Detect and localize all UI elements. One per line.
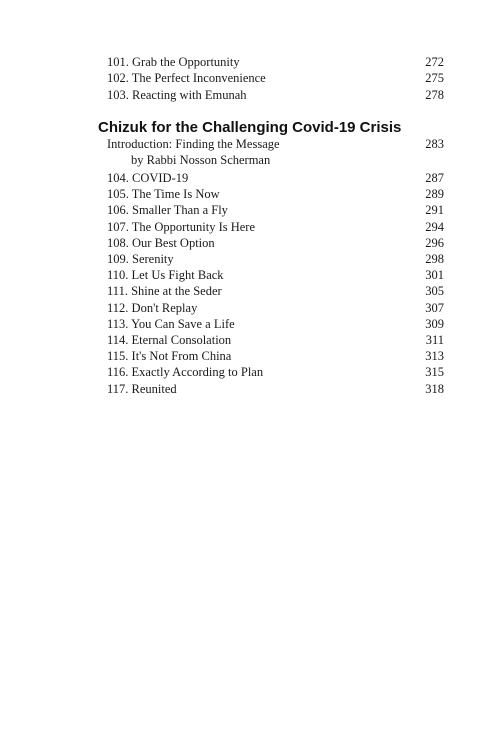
toc-entry-page: 298 xyxy=(425,252,444,266)
toc-entry-page: 272 xyxy=(425,55,444,69)
toc-entry-byline xyxy=(107,152,444,168)
toc-entry-title: 105. The Time Is Now xyxy=(107,187,220,201)
toc-entry-title: Introduction: Finding the Message xyxy=(107,137,280,151)
toc-entry-title: 114. Eternal Consolation xyxy=(107,333,232,347)
toc-entry-page: 278 xyxy=(425,88,444,102)
toc-entry-title: 107. The Opportunity Is Here xyxy=(107,220,256,234)
toc-entry-title: 101. Grab the Opportunity xyxy=(107,55,240,69)
toc-entry-page: 311 xyxy=(425,333,444,347)
toc-entry-page: 289 xyxy=(425,187,444,201)
toc-entry-page: 294 xyxy=(425,220,444,234)
toc-entry-page: 275 xyxy=(425,71,444,85)
toc-entry xyxy=(107,332,444,348)
section-heading: Chizuk for the Challenging Covid-19 Crisis xyxy=(98,119,402,136)
toc-entry-title: 113. You Can Save a Life xyxy=(107,317,235,331)
toc-entry-title: 112. Don't Replay xyxy=(107,301,198,315)
toc-entry xyxy=(107,219,444,235)
toc-entry-title: 109. Serenity xyxy=(107,252,174,266)
toc-entry xyxy=(107,235,444,251)
toc-entry-page: 301 xyxy=(425,268,444,282)
toc-entry xyxy=(107,186,444,202)
toc-entry xyxy=(107,300,444,316)
toc-entry-page: 283 xyxy=(425,137,444,151)
toc-entry xyxy=(107,170,444,186)
toc-entry-page: 313 xyxy=(425,349,444,363)
toc-entry xyxy=(107,54,444,70)
toc-entry-title: 102. The Perfect Inconvenience xyxy=(107,71,266,85)
toc-entry-page: 315 xyxy=(425,365,444,379)
toc-entry-title: 117. Reunited xyxy=(107,382,177,396)
toc-entry-page: 287 xyxy=(425,171,444,185)
toc-entry xyxy=(107,87,444,103)
toc-entry-page: 296 xyxy=(425,236,444,250)
toc-entry xyxy=(107,251,444,267)
toc-entry xyxy=(107,316,444,332)
toc-entry-page: 309 xyxy=(425,317,444,331)
toc-entry xyxy=(107,70,444,86)
toc-entry-page: 307 xyxy=(425,301,444,315)
toc-entry-title: 104. COVID-19 xyxy=(107,171,189,185)
toc-entry xyxy=(107,267,444,283)
toc-entry-title: 106. Smaller Than a Fly xyxy=(107,203,228,217)
toc-entry-title: 103. Reacting with Emunah xyxy=(107,88,247,102)
toc-entry-introduction xyxy=(107,136,444,152)
toc-entry-title: 115. It's Not From China xyxy=(107,349,232,363)
toc-entry-title: 110. Let Us Fight Back xyxy=(107,268,224,282)
toc-entry-title: 108. Our Best Option xyxy=(107,236,215,250)
toc-entry xyxy=(107,202,444,218)
toc-entry-page: 291 xyxy=(425,203,444,217)
toc-entry-page: 305 xyxy=(425,284,444,298)
toc-entry xyxy=(107,364,444,380)
toc-entry xyxy=(107,348,444,364)
toc-entry-title: 116. Exactly According to Plan xyxy=(107,365,264,379)
toc-entry xyxy=(107,381,444,397)
toc-entry-title: 111. Shine at the Seder xyxy=(107,284,222,298)
toc-entry-page: 318 xyxy=(425,382,444,396)
author-byline: by Rabbi Nosson Scherman xyxy=(131,153,271,167)
toc-entry xyxy=(107,283,444,299)
